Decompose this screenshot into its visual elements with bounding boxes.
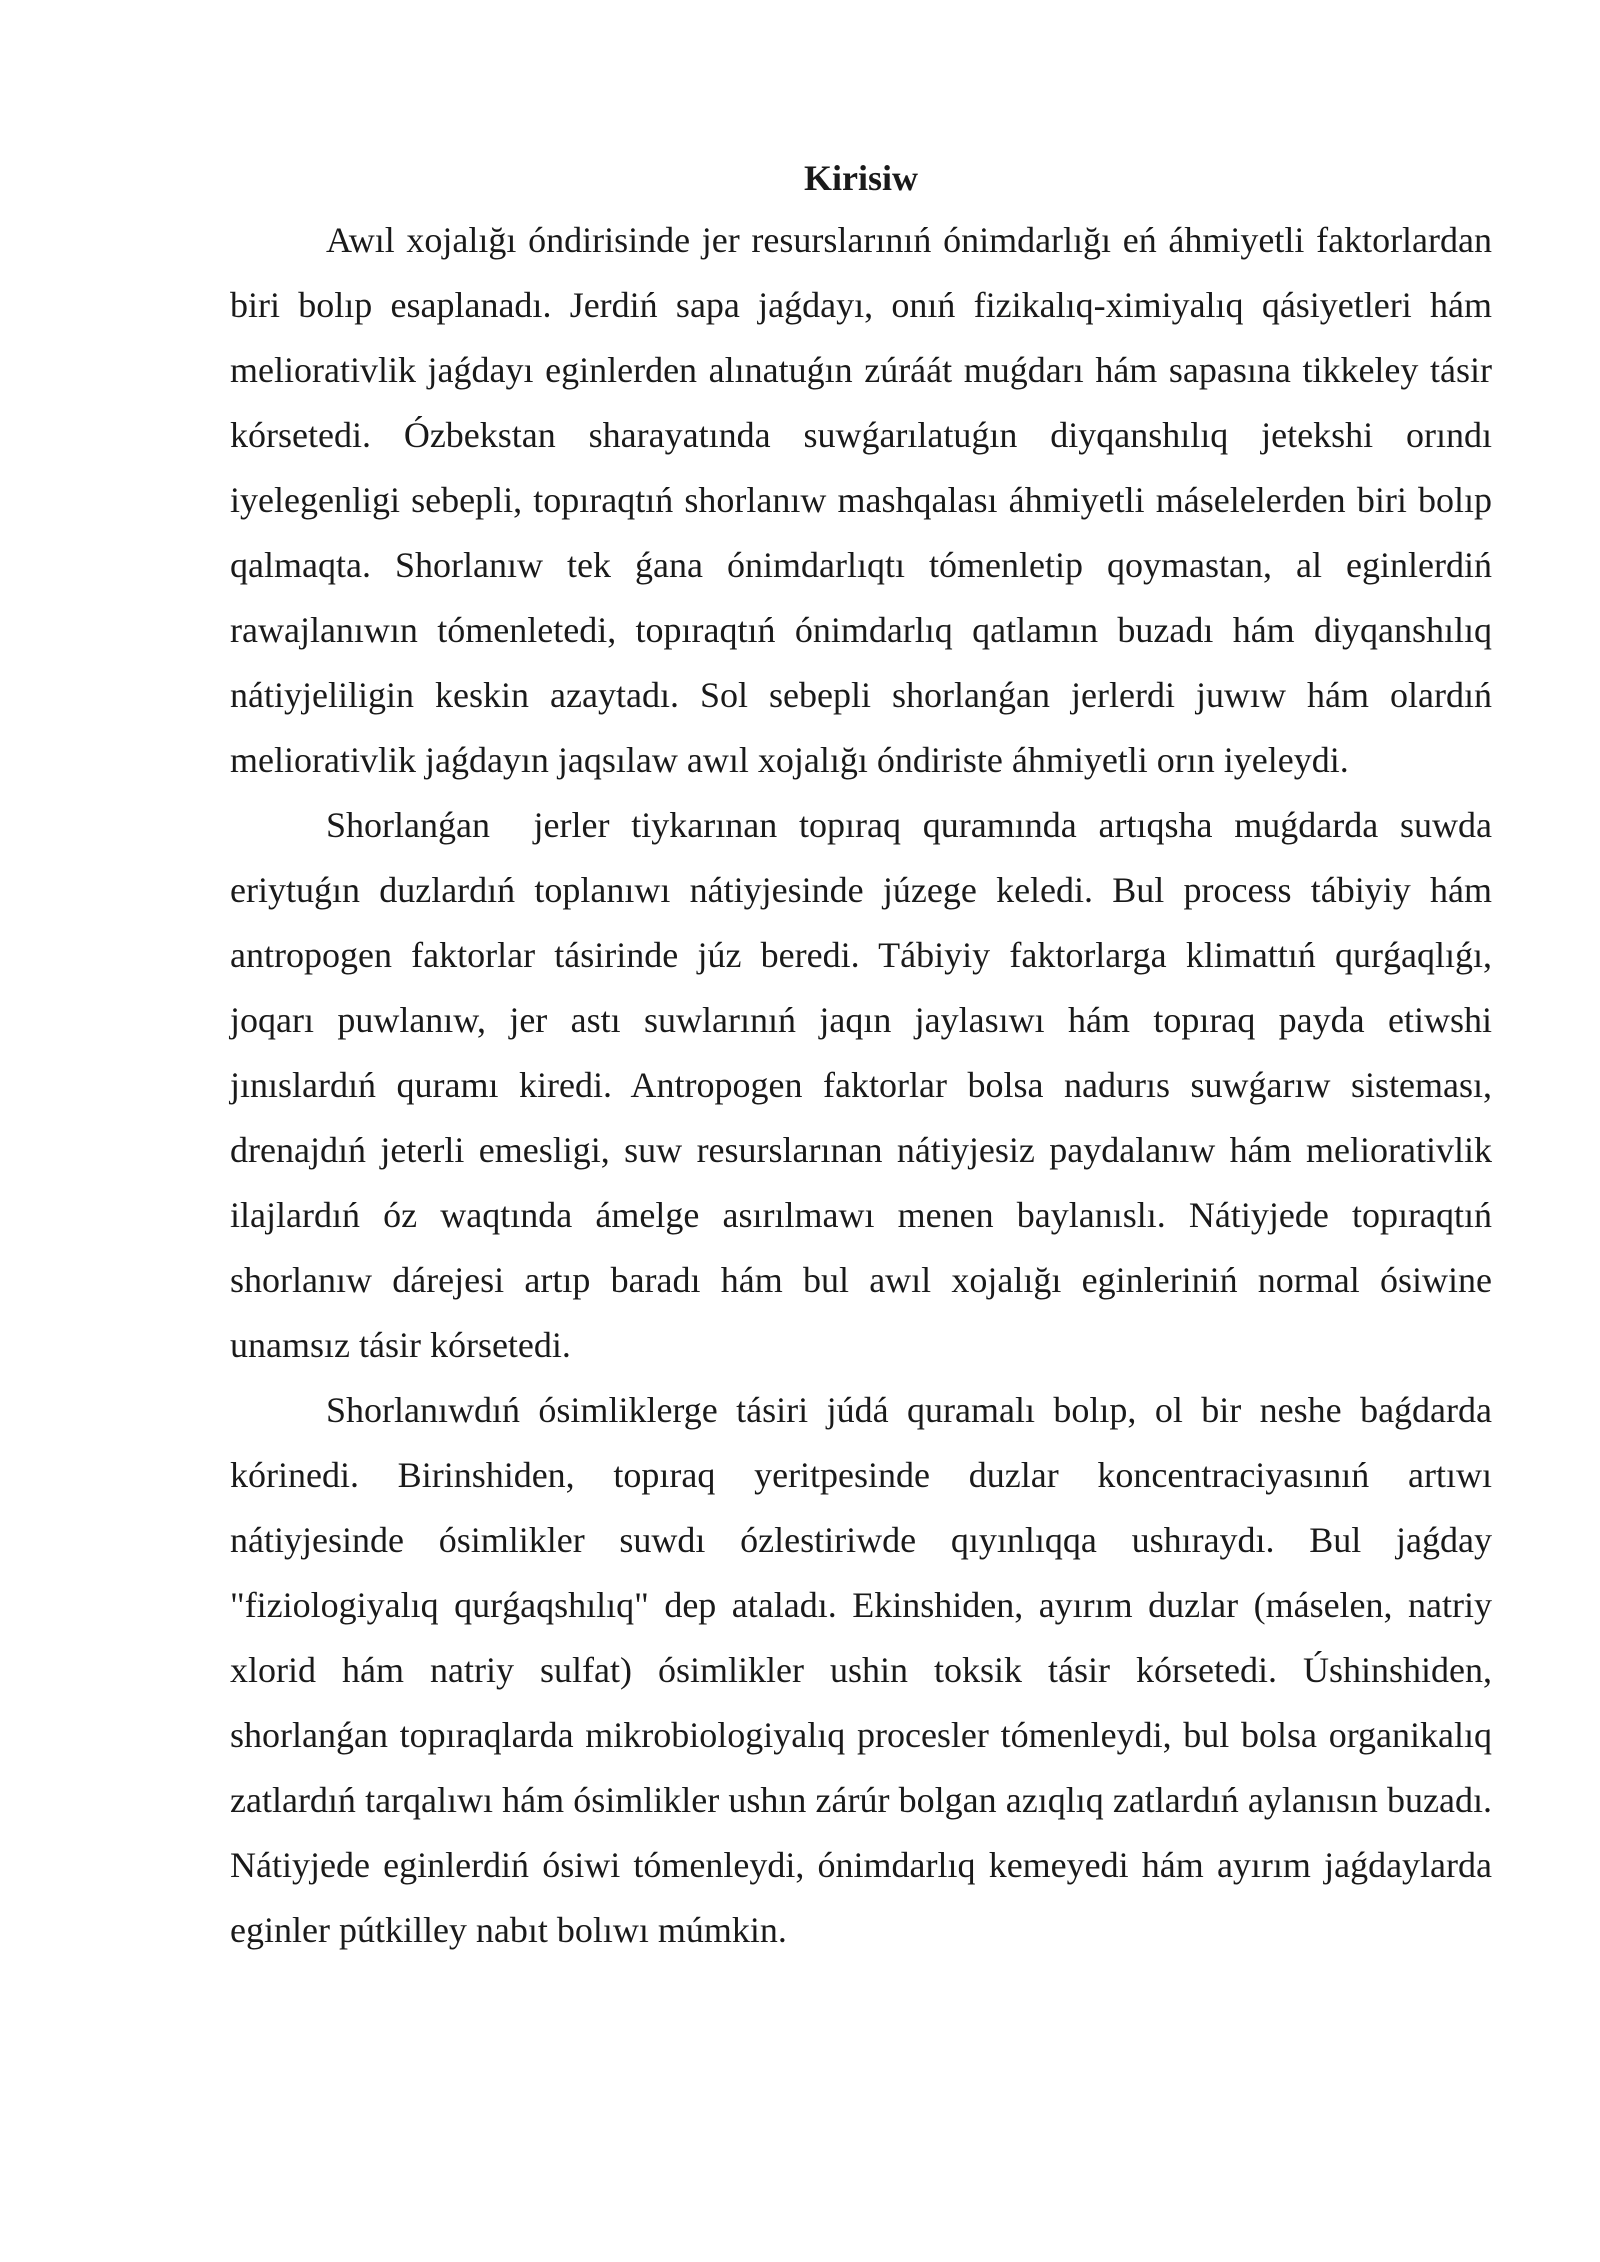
document-body xyxy=(230,148,1501,1963)
paragraph-1: Awıl xojalığı óndirisinde jer resurslarınıń ónimdarlığı eń áhmiyetli faktorlardan biri bolıp esaplanadı. Jerdiń sapa jaǵdayı, onıń fizikalıq-ximiyalıq qásiyetleri hám meliorativlik jaǵdayı eginlerden alınatuǵın zúráát muǵdarı hám sapasına tikkeley tásir kórsetedi. Ózbekstan sharayatında suwǵarılatuǵın diyqanshılıq jetekshi orındı iyelegenligi sebepli, topıraqtıń shorlanıw mashqalası áhmiyetli máselelerden biri bolıp qalmaqta. Shorlanıw tek ǵana ónimdarlıqtı tómenletip qoymastan, al eginlerdiń rawajlanıwın tómenletedi, topıraqtıń ónimdarlıq qatlamın buzadı hám diyqanshılıq nátiyjeliligin keskin azaytadı. Sol sebepli shorlanǵan jerlerdi juwıw hám olardıń meliorativlik jaǵdayın jaqsılaw awıl xojalığı óndiriste áhmiyetli orın iyeleydi. xyxy=(230,220,1492,780)
paragraph-3: Shorlanıwdıń ósimliklerge tásiri júdá quramalı bolıp, ol bir neshe baǵdarda kórinedi. Birinshiden, topıraq yeritpesinde duzlar koncentraciyasınıń artıwı nátiyjesinde ósimlikler suwdı ózlestiriwde qıyınlıqqa ushıraydı. Bul jaǵday "fiziologiyalıq qurǵaqshılıq" dep ataladı. Ekinshiden, ayırım duzlar (máselen, natriy xlorid hám natriy sulfat) ósimlikler ushin toksik tásir kórsetedi. Úshinshiden, shorlanǵan topıraqlarda mikrobiologiyalıq procesler tómenleydi, bul bolsa organikalıq zatlardıń tarqalıwı hám ósimlikler ushın zárúr bolgan azıqlıq zatlardıń aylanısın buzadı. Nátiyjede eginlerdiń ósiwi tómenleydi, ónimdarlıq kemeyedi hám ayırım jaǵdaylarda eginler pútkilley nabıt bolıwı múmkin. xyxy=(230,1390,1492,1950)
paragraph-2: Shorlanǵan jerler tiykarınan topıraq quramında artıqsha muǵdarda suwda eriytuǵın duzlardıń toplanıwı nátiyjesinde júzege keledi. Bul process tábiyiy hám antropogen faktorlar tásirinde júz beredi. Tábiyiy faktorlarga klimattıń qurǵaqlıǵı, joqarı puwlanıw, jer astı suwlarınıń jaqın jaylasıwı hám topıraq payda etiwshi jınıslardıń quramı kiredi. Antropogen faktorlar bolsa nadurıs suwǵarıw sisteması, drenajdıń jeterli emesligi, suw resurslarınan nátiyjesiz paydalanıw hám meliorativlik ilajlardıń óz waqtında ámelge asırılmawı menen baylanıslı. Nátiyjede topıraqtıń shorlanıw dárejesi artıp baradı hám bul awıl xojalığı eginleriniń normal ósiwine unamsız tásir kórsetedi. xyxy=(230,805,1501,1365)
document-title: Kirisiw xyxy=(804,158,918,198)
